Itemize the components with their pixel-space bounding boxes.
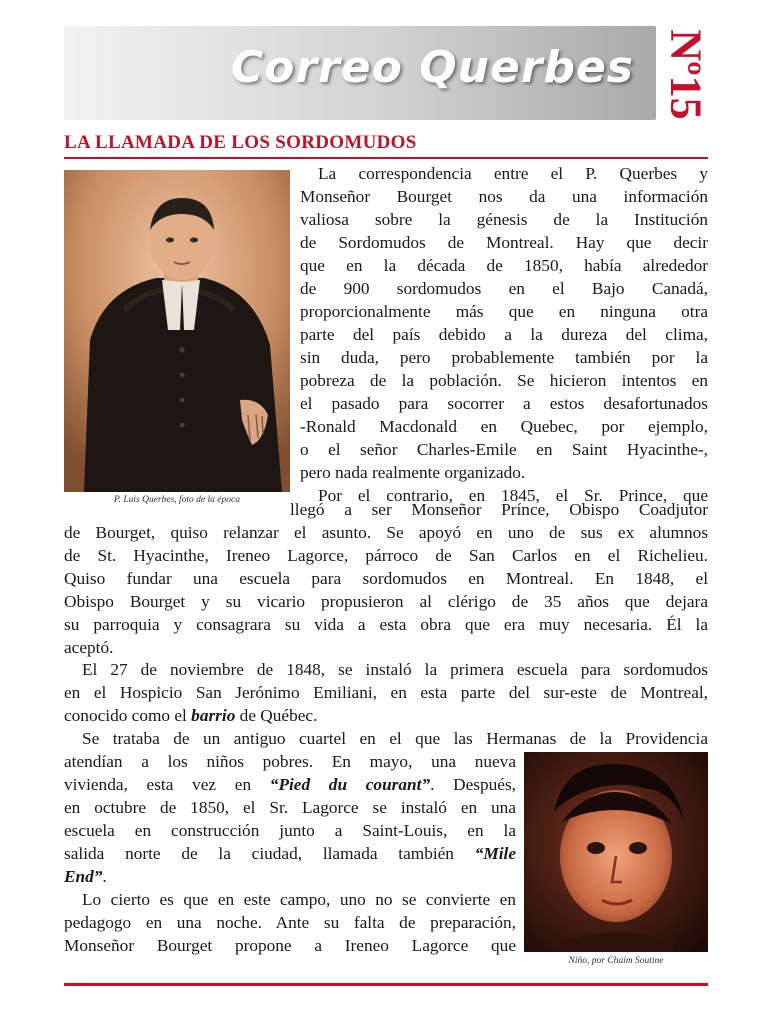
- text-line: de St. Hyacinthe, Ireneo Lagorce, párroco de San Carlos en el Richelieu.: [64, 546, 708, 565]
- text-line: Se trataba de un antiguo cuartel en el que las Hermanas de la Providencia: [82, 729, 708, 748]
- issue-number: [658, 24, 714, 124]
- text-span: de Québec.: [235, 706, 318, 725]
- paragraph-3: [64, 658, 708, 750]
- text-span: salida norte de la ciudad, llamada también: [64, 844, 475, 863]
- text-span: . Después,: [430, 775, 517, 794]
- text-line: El 27 de noviembre de 1848, se instaló la primera escuela para sordomudos: [82, 660, 708, 679]
- portrait-photo: [64, 170, 290, 492]
- emphasis-end: End”: [64, 867, 103, 886]
- paragraph-2: [64, 498, 708, 659]
- section-title: LA LLAMADA DE LOS SORDOMUDOS: [64, 132, 417, 153]
- paragraph-1: [300, 162, 708, 507]
- text-line: pero nada realmente organizado.: [300, 463, 526, 482]
- text-line: llegó a ser Monseñor Prínce, Obispo Coadjutor: [290, 500, 708, 519]
- text-line: aceptó.: [64, 638, 114, 657]
- text-line: de Bourget, quiso relanzar el asunto. Se apoyó en uno de sus ex alumnos: [64, 523, 708, 542]
- text-line: que en la década de 1850, había alrededor: [300, 256, 708, 275]
- title-rule: [64, 157, 708, 159]
- text-line: [64, 865, 516, 888]
- text-line: en el Hospicio San Jerónimo Emiliani, en esta parte del sur-este de Montreal,: [64, 683, 708, 702]
- text-line: valiosa sobre la génesis de la Institución: [300, 210, 708, 229]
- text-line: Quiso fundar una escuela para sordomudos en Montreal. En 1848, el: [64, 569, 708, 588]
- text-line: proporcionalmente más que en ninguna otra: [300, 302, 708, 321]
- text-span: .: [102, 867, 107, 886]
- text-line: en octubre de 1850, el Sr. Lagorce se instaló en una: [64, 798, 516, 817]
- masthead-banner: [64, 26, 656, 120]
- emphasis-barrio: barrio: [191, 706, 236, 725]
- emphasis-mile: “Mile: [474, 844, 516, 863]
- text-line: su parroquia y consagrara su vida a esta obra que era muy necesaria. Él la: [64, 615, 708, 634]
- text-line: -Ronald Macdonald en Quebec, por ejemplo,: [300, 417, 708, 436]
- text-line: atendían a los niños pobres. En mayo, una nueva: [64, 752, 516, 771]
- paragraph-4: [64, 750, 516, 957]
- text-line: [64, 842, 516, 865]
- child-painting-illustration: [524, 752, 708, 952]
- text-line: sin duda, pero probablemente también por la: [300, 348, 708, 367]
- emphasis-pied-du-courant: “Pied du courant”: [269, 775, 431, 794]
- text-line: de Sordomudos de Montreal. Hay que decir: [300, 233, 708, 252]
- text-line: el pasado para socorrer a estos desafortunados: [300, 394, 708, 413]
- text-span: vivienda, esta vez en: [64, 775, 270, 794]
- text-line: Monseñor Bourget nos da una información: [300, 187, 708, 206]
- painting-caption: Niño, por Chaïm Soutine: [568, 956, 664, 966]
- text-line: pedagogo en una noche. Ante su falta de preparación,: [64, 913, 516, 932]
- footer-rule: [64, 983, 708, 986]
- text-line: Por el contrario, en 1845, el Sr. Prince, que: [318, 486, 708, 505]
- text-line: parte del país debido a la dureza del clima,: [300, 325, 708, 344]
- text-line: [64, 704, 708, 727]
- text-line: La correspondencia entre el P. Querbes y: [318, 164, 708, 183]
- text-line: escuela en construcción junto a Saint-Louis, en la: [64, 821, 516, 840]
- text-span: conocido como el: [64, 706, 192, 725]
- masthead-title: Correo Querbes: [230, 42, 634, 93]
- text-line: Monseñor Bourget propone a Ireneo Lagorce que: [64, 936, 516, 955]
- issue-number-text: Nº15: [661, 28, 711, 120]
- text-line: pobreza de la población. Se hicieron intentos en: [300, 371, 708, 390]
- portrait-caption: P. Luis Querbes, foto de la época: [114, 495, 240, 505]
- text-line: o el señor Charles-Emile en Saint Hyacinthe-,: [300, 440, 708, 459]
- text-line: de 900 sordomudos en el Bajo Canadá,: [300, 279, 708, 298]
- text-line: Lo cierto es que en este campo, uno no se convierte en: [82, 890, 516, 909]
- painting-image: [524, 752, 708, 952]
- text-line: [64, 773, 516, 796]
- text-line: Obispo Bourget y su vicario propusieron al clérigo de 35 años que dejara: [64, 592, 708, 611]
- priest-portrait-illustration: [64, 170, 290, 492]
